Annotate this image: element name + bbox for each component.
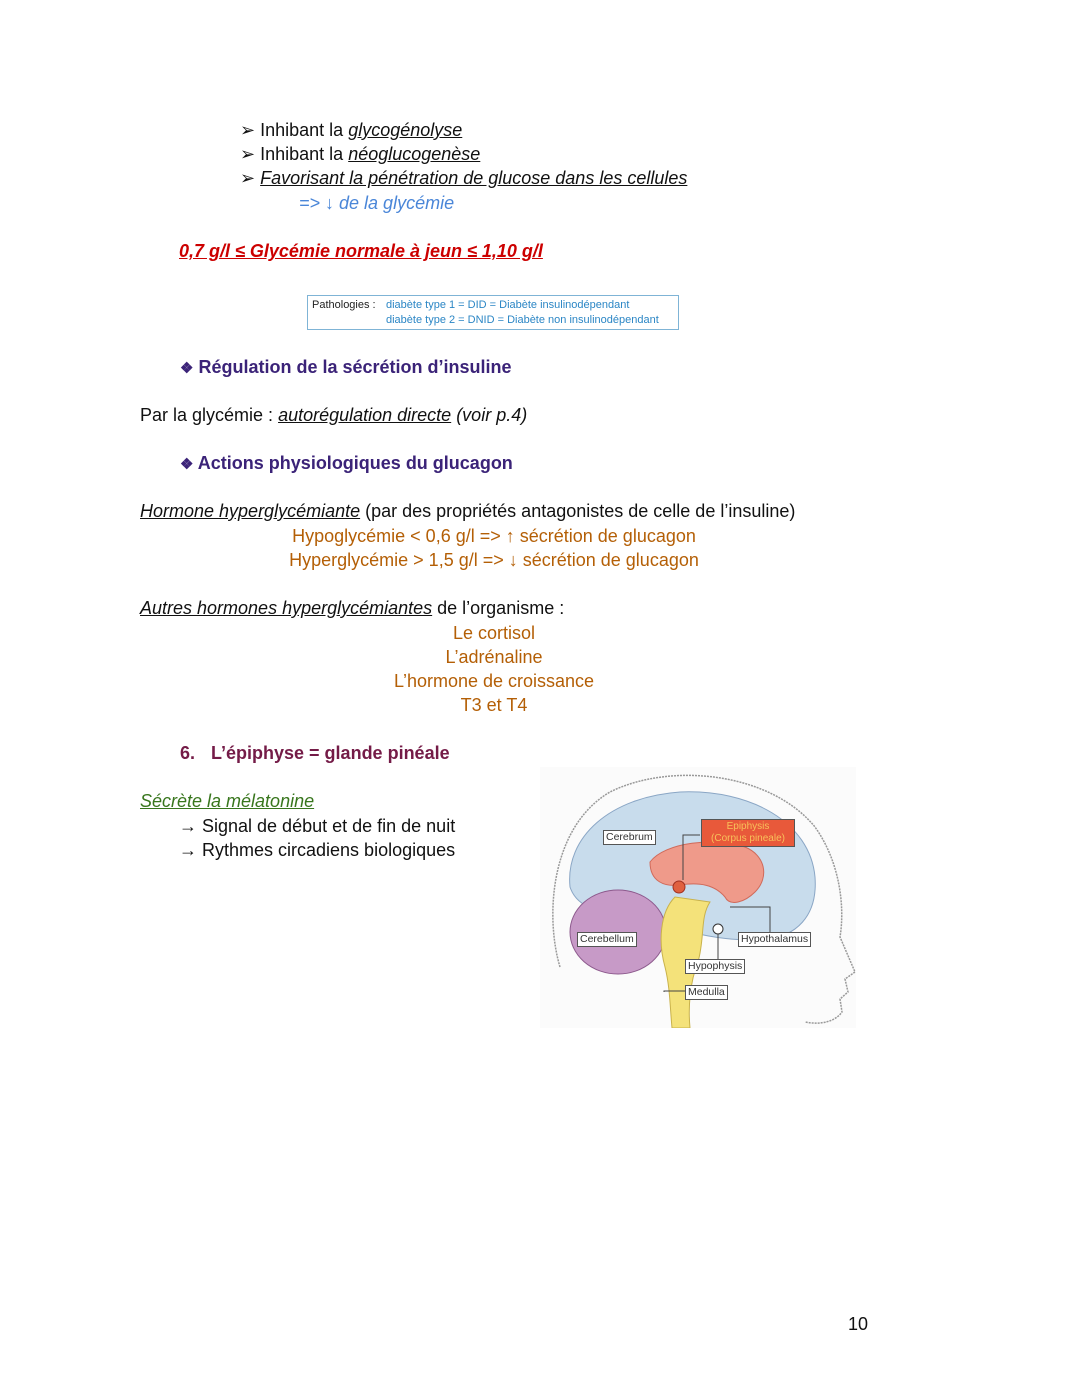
pathology-type1: diabète type 1 = DID = Diabète insulinodépendant [386, 299, 630, 311]
heading-text: Actions physiologiques du glucagon [197, 453, 513, 473]
insulin-regulation-text [140, 404, 527, 426]
diamond-bullet-icon: ❖ [180, 456, 194, 473]
text-suffix: (voir p.4) [451, 405, 528, 425]
pathologies-box [307, 295, 679, 330]
label-cerebellum: Cerebellum [577, 932, 637, 947]
glucagon-rule-1: Hypoglycémie < 0,6 g/l => ↑ sécrétion de glucagon [292, 526, 696, 546]
intro-term: Hormone hyperglycémiante [140, 501, 361, 521]
insulin-action-1 [240, 119, 462, 141]
bullet-arrow-icon: ➢ [240, 168, 256, 188]
melatonin-secretion: Sécrète la mélatonine [140, 791, 315, 811]
epiphysis-effect-1: → Signal de début et de fin de nuit [179, 816, 456, 836]
heading-epiphysis [180, 742, 450, 764]
action-prefix: Inhibant la [260, 120, 349, 140]
label-hypothalamus: Hypothalamus [738, 932, 811, 947]
heading-number: 6. [180, 743, 196, 763]
heading-text: L’épiphyse = glande pinéale [211, 743, 450, 763]
intro-rest: (par des propriétés antagonistes de celle de l’insuline) [360, 501, 796, 521]
bullet-arrow-icon: ➢ [240, 120, 256, 140]
text-term: autorégulation directe [278, 405, 452, 425]
bullet-arrow-icon: ➢ [240, 144, 256, 164]
label-hypophysis: Hypophysis [685, 959, 745, 974]
glucagon-rule-2: Hyperglycémie > 1,5 g/l => ↓ sécrétion de glucagon [289, 550, 699, 570]
others-rest: de l’organisme : [432, 598, 565, 618]
other-hormone-4: T3 et T4 [460, 695, 528, 715]
epiphysis-effect-2: → Rythmes circadiens biologiques [179, 840, 456, 860]
action-term: néoglucogenèse [348, 144, 481, 164]
pathologies-label: Pathologies : [312, 299, 376, 311]
other-hormones-intro [140, 597, 564, 619]
insulin-action-3 [240, 167, 687, 189]
label-epiphysis-line1: Epiphysis [726, 821, 770, 832]
label-epiphysis-line2: (Corpus pineale) [711, 833, 785, 844]
brain-diagram [540, 767, 856, 1028]
label-medulla: Medulla [685, 985, 728, 1000]
heading-glucagon [180, 452, 513, 476]
other-hormone-3: L’hormone de croissance [393, 671, 595, 691]
label-cerebrum: Cerebrum [603, 830, 656, 845]
label-epiphysis [701, 819, 795, 847]
page-number: 10 [848, 1314, 869, 1334]
action-term: Favorisant la pénétration de glucose dans les cellules [260, 168, 688, 188]
action-term: glycogénolyse [348, 120, 463, 140]
heading-insulin-regulation [180, 356, 512, 380]
diamond-bullet-icon: ❖ [180, 360, 194, 377]
insulin-action-2 [240, 143, 480, 165]
others-term: Autres hormones hyperglycémiantes [140, 598, 433, 618]
action-prefix: Inhibant la [260, 144, 349, 164]
other-hormone-2: L’adrénaline [445, 647, 543, 667]
heading-text: Régulation de la sécrétion d’insuline [198, 357, 512, 377]
normal-glycemia-range: 0,7 g/l ≤ Glycémie normale à jeun ≤ 1,10 g/l [179, 241, 543, 261]
other-hormone-1: Le cortisol [452, 623, 536, 643]
pathology-type2: diabète type 2 = DNID = Diabète non insulinodépendant [386, 314, 659, 326]
glucagon-intro [140, 500, 795, 522]
insulin-result: => ↓ de la glycémie [299, 193, 455, 213]
text-prefix: Par la glycémie : [140, 405, 279, 425]
